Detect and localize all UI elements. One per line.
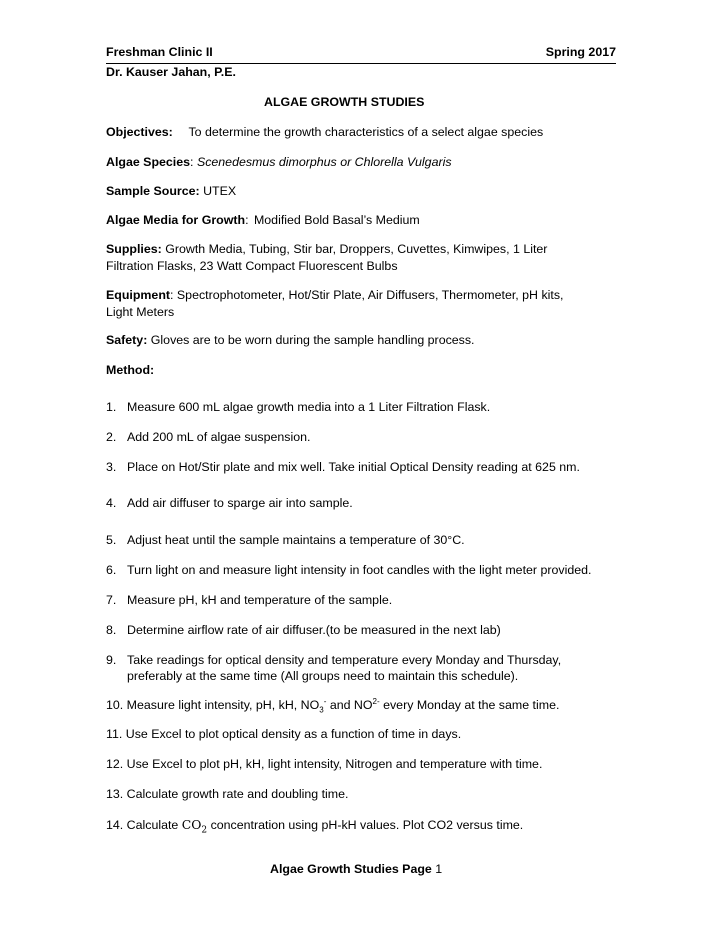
source-line xyxy=(106,184,236,198)
method-step-2 xyxy=(106,430,310,444)
step-text: Measure pH, kH and temperature of the sample. xyxy=(127,593,393,607)
step-number: 3. xyxy=(106,460,117,474)
equipment-value-1: : Spectrophotometer, Hot/Stir Plate, Air Diffusers, Thermometer, pH kits, xyxy=(170,288,564,302)
method-step-12: 12. Use Excel to plot pH, kH, light intensity, Nitrogen and temperature with time. xyxy=(106,757,543,771)
co2-subscript: 2 xyxy=(201,825,208,836)
step-number: 7. xyxy=(106,593,117,607)
step-text-post: every Monday at the same time. xyxy=(379,698,560,712)
term: Spring 2017 xyxy=(545,45,616,59)
step-text: Adjust heat until the sample maintains a temperature of 30°C. xyxy=(127,533,465,547)
supplies-value-1: Growth Media, Tubing, Stir bar, Droppers, Cuvettes, Kimwipes, 1 Liter xyxy=(165,242,548,256)
method-step-10 xyxy=(106,696,560,715)
method-step-13: 13. Calculate growth rate and doubling time. xyxy=(106,787,349,801)
step-text-pre: 10. Measure light intensity, pH, kH, NO xyxy=(106,698,320,712)
method-heading: Method: xyxy=(106,363,155,377)
equipment-label: Equipment xyxy=(106,288,171,302)
safety-label: Safety: xyxy=(106,333,148,347)
safety-value: Gloves are to be worn during the sample handling process. xyxy=(150,333,475,347)
step-text-pre: 14. Calculate xyxy=(106,818,182,832)
step-number: 2. xyxy=(106,430,117,444)
method-step-8 xyxy=(106,623,501,637)
course-name: Freshman Clinic II xyxy=(106,45,213,59)
step-number: 4. xyxy=(106,496,117,510)
footer-label: Algae Growth Studies Page xyxy=(270,862,436,876)
method-step-7 xyxy=(106,593,392,607)
media-value: Modified Bold Basal’s Medium xyxy=(253,213,420,227)
instructor: Dr. Kauser Jahan, P.E. xyxy=(106,65,236,79)
safety-line xyxy=(106,333,475,347)
step-number: 1. xyxy=(106,400,117,414)
species-label: Algae Species xyxy=(106,155,191,169)
superscript-minus: - xyxy=(323,696,327,706)
step-text: Measure 600 mL algae growth media into a 1 Liter Filtration Flask. xyxy=(127,400,491,414)
method-step-5 xyxy=(106,533,465,547)
method-step-4 xyxy=(106,496,353,510)
method-step-3 xyxy=(106,460,580,474)
objectives-line xyxy=(106,125,543,139)
species-value: Scenedesmus dimorphus or Chlorella Vulgaris xyxy=(196,155,452,169)
equipment-value-2: Light Meters xyxy=(106,305,175,319)
method-step-9-continued: preferably at the same time (All groups need to maintain this schedule). xyxy=(127,669,519,683)
page-number: 1 xyxy=(435,862,443,876)
step-text: Determine airflow rate of air diffuser.(to be measured in the next lab) xyxy=(127,623,501,637)
supplies-label: Supplies: xyxy=(106,242,162,256)
step-text-mid: and NO xyxy=(326,698,373,712)
header-rule xyxy=(106,63,616,64)
step-number: 6. xyxy=(106,563,117,577)
page-footer xyxy=(270,862,442,876)
method-step-14 xyxy=(106,817,524,836)
superscript-2-minus: 2- xyxy=(372,696,380,706)
step-number: 5. xyxy=(106,533,117,547)
media-line xyxy=(106,213,420,227)
step-text: Place on Hot/Stir plate and mix well. Take initial Optical Density reading at 625 nm. xyxy=(127,460,580,474)
source-label: Sample Source: xyxy=(106,184,200,198)
step-text: Take readings for optical density and temperature every Monday and Thursday, xyxy=(127,653,562,667)
document-title: ALGAE GROWTH STUDIES xyxy=(264,95,425,109)
objectives-label: Objectives: xyxy=(106,125,173,139)
method-step-6 xyxy=(106,563,591,577)
source-value: UTEX xyxy=(203,184,237,198)
method-step-11: 11. Use Excel to plot optical density as a function of time in days. xyxy=(106,727,462,741)
step-text: Add air diffuser to sparge air into sample. xyxy=(127,496,353,510)
supplies-line-1 xyxy=(106,242,547,256)
objectives-value: To determine the growth characteristics of a select algae species xyxy=(188,125,544,139)
media-label: Algae Media for Growth xyxy=(106,213,246,227)
equipment-line-1 xyxy=(106,288,563,302)
method-step-9 xyxy=(106,653,561,667)
step-text-post: concentration using pH-kH values. Plot CO2 versus time. xyxy=(207,818,524,832)
step-text: Add 200 mL of algae suspension. xyxy=(127,430,311,444)
method-step-1 xyxy=(106,400,490,414)
species-colon: : xyxy=(190,155,194,169)
step-number: 9. xyxy=(106,653,117,667)
co2-formula: CO xyxy=(181,817,202,832)
media-colon: : xyxy=(245,213,249,227)
subscript-3: 3 xyxy=(319,705,324,715)
step-number: 8. xyxy=(106,623,117,637)
supplies-value-2: Filtration Flasks, 23 Watt Compact Fluorescent Bulbs xyxy=(106,259,398,273)
step-text: Turn light on and measure light intensity in foot candles with the light meter provided. xyxy=(127,563,592,577)
species-line xyxy=(106,155,452,169)
